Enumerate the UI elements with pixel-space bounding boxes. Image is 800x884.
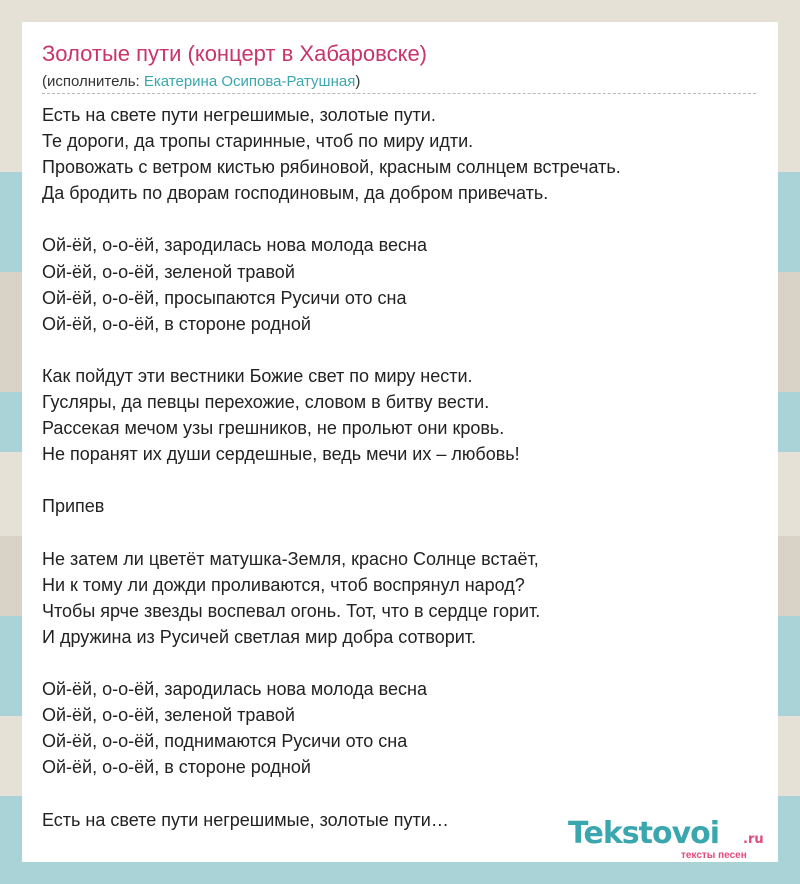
lyric-line: Провожать с ветром кистью рябиновой, красным солнцем встречать. xyxy=(42,157,621,178)
lyric-line: Ой-ёй, о-о-ёй, зеленой травой xyxy=(42,705,295,726)
lyric-line: Ни к тому ли дожди проливаются, чтоб воспрянул народ? xyxy=(42,574,525,595)
stanza-gap xyxy=(42,206,762,232)
lyric-line: Ой-ёй, о-о-ёй, зеленой травой xyxy=(42,261,295,282)
stanza-gap xyxy=(42,520,762,546)
lyric-line: Есть на свете пути негрешимые, золотые пути. xyxy=(42,105,436,125)
lyric-line: Ой-ёй, о-о-ёй, в стороне родной xyxy=(42,757,311,778)
lyric-line: Ой-ёй, о-о-ёй, в стороне родной xyxy=(42,313,311,334)
artist-prefix: (исполнитель: xyxy=(42,73,144,90)
lyric-line: Как пойдут эти вестники Божие свет по миру нести. xyxy=(42,365,473,386)
lyric-line: Рассекая мечом узы грешников, не прольют они кровь. xyxy=(42,418,505,439)
lyric-line: Ой-ёй, о-о-ёй, зародилась нова молода весна xyxy=(42,235,428,256)
stanza-gap xyxy=(42,467,762,493)
artist-link[interactable]: Екатерина Осипова-Ратушная xyxy=(143,73,356,90)
lyric-line: Не затем ли цветёт матушка-Земля, красно Солнце встаёт, xyxy=(42,548,539,569)
lyric-line: Те дороги, да тропы старинные, чтоб по миру идти. xyxy=(42,131,474,152)
lyric-line: Чтобы ярче звезды воспевал огонь. Тот, что в сердце горит. xyxy=(42,600,541,621)
artist-suffix: ) xyxy=(355,73,361,90)
lyric-line: Ой-ёй, о-о-ёй, зародилась нова молода весна xyxy=(42,679,428,700)
lyric-line: Гусляры, да певцы перехожие, словом в битву вести. xyxy=(42,392,490,413)
lyric-line: Ой-ёй, о-о-ёй, просыпаются Русичи ото сна xyxy=(42,287,407,308)
lyric-line: Есть на свете пути негрешимые, золотые пути… xyxy=(42,809,449,830)
lyrics-body xyxy=(42,102,762,833)
lyric-line: Припев xyxy=(42,496,105,517)
song-title: Золотые пути (концерт в Хабаровске) xyxy=(42,41,427,66)
stanza-gap xyxy=(42,780,762,806)
title-divider xyxy=(42,93,756,94)
lyric-line: И дружина из Русичей светлая мир добра сотворит. xyxy=(42,626,477,647)
lyric-line: Ой-ёй, о-о-ёй, поднимаются Русичи ото сна xyxy=(42,731,408,752)
logo-tld: .ru xyxy=(743,832,764,847)
lyric-line: Не поранят их души сердешные, ведь мечи их – любовь! xyxy=(42,444,520,465)
logo-tagline: тексты песен xyxy=(681,850,747,861)
site-logo[interactable] xyxy=(568,816,778,860)
lyric-line: Да бродить по дворам господиновым, да добром привечать. xyxy=(42,183,549,204)
lyrics-card xyxy=(22,22,778,862)
logo-wordmark: Tekstovoi xyxy=(568,816,720,851)
stanza-gap xyxy=(42,650,762,676)
artist-line xyxy=(42,73,360,90)
stanza-gap xyxy=(42,337,762,363)
